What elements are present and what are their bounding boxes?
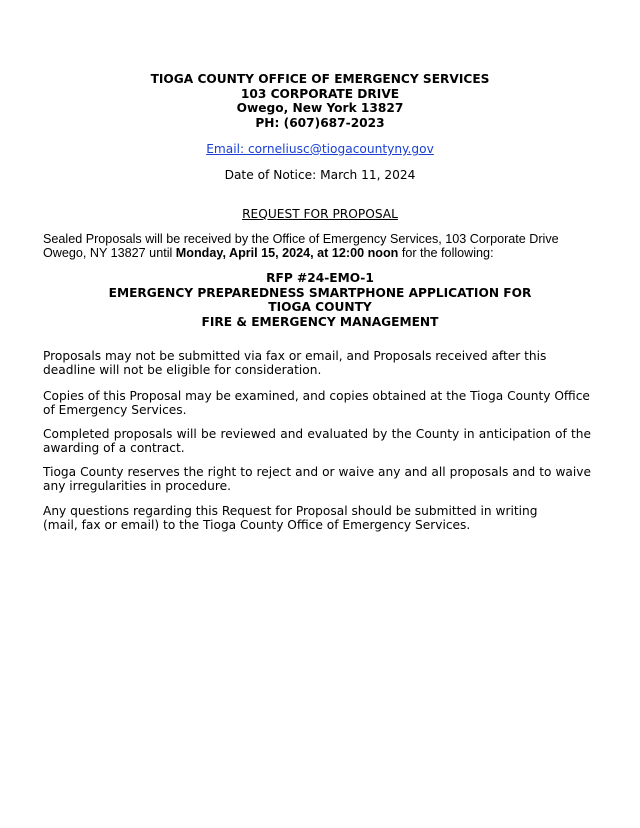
email-line [0, 142, 640, 156]
rfp-title-block [0, 271, 640, 329]
paragraph-evaluation: Completed proposals will be reviewed and evaluated by the County in anticipation of the awarding of a contract. [43, 427, 591, 455]
letterhead-city: Owego, New York 13827 [236, 101, 404, 115]
rfp-title-line3: FIRE & EMERGENCY MANAGEMENT [201, 314, 439, 329]
intro-paragraph [43, 233, 603, 260]
rfp-title-line2: TIOGA COUNTY [268, 300, 372, 314]
letterhead-street: 103 CORPORATE DRIVE [240, 86, 400, 101]
letterhead-office-name: TIOGA COUNTY OFFICE OF EMERGENCY SERVICES [150, 72, 490, 86]
intro-text-part1: Sealed Proposals will be received by the Office of Emergency Services, 103 Corporate Drive Owego, NY 13827 until [43, 232, 559, 260]
paragraph-rights-reserved: Tioga County reserves the right to reject and or waive any and all proposals and to waive any irregularities in procedure. [43, 465, 591, 493]
paragraph-copies: Copies of this Proposal may be examined, and copies obtained at the Tioga County Office of Emergency Services. [43, 389, 590, 417]
intro-text-part2: for the following: [398, 245, 494, 260]
letterhead-phone: PH: (607)687-2023 [255, 115, 385, 130]
paragraph-submission-rules: Proposals may not be submitted via fax or email, and Proposals received after this deadline will not be eligible for consideration. [43, 349, 547, 377]
section-heading: REQUEST FOR PROPOSAL [242, 207, 398, 221]
intro-deadline: Monday, April 15, 2024, at 12:00 noon [175, 245, 399, 260]
notice-date: Date of Notice: March 11, 2024 [224, 168, 416, 182]
letterhead [0, 72, 640, 130]
rfp-title-line1: EMERGENCY PREPAREDNESS SMARTPHONE APPLICATION FOR [108, 285, 532, 300]
paragraph-questions: Any questions regarding this Request for Proposal should be submitted in writing (mail, fax or email) to the Tioga County Office of Emergency Services. [43, 504, 538, 532]
rfp-number: RFP #24-EMO-1 [266, 271, 374, 285]
email-link[interactable]: Email: corneliusc@tiogacountyny.gov [206, 142, 434, 156]
